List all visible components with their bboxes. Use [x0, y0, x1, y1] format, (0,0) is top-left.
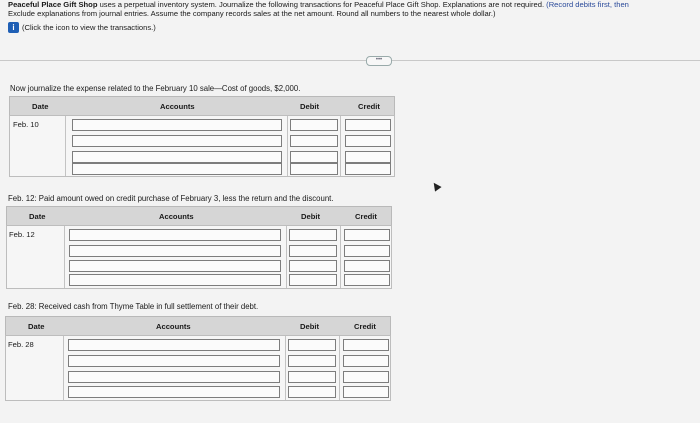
- header-accounts: Accounts: [159, 212, 194, 221]
- debit-input[interactable]: [290, 119, 338, 131]
- credit-input[interactable]: [343, 339, 389, 351]
- column-divider: [339, 336, 340, 400]
- column-divider: [287, 116, 288, 176]
- column-divider: [340, 226, 341, 288]
- view-transactions-text[interactable]: (Click the icon to view the transactions.): [22, 23, 156, 32]
- entry-1-prompt: Now journalize the expense related to the February 10 sale—Cost of goods, $2,000.: [10, 84, 301, 93]
- header-credit: Credit: [354, 322, 376, 331]
- instructions: [8, 0, 698, 18]
- column-divider: [340, 116, 341, 176]
- debit-input[interactable]: [289, 274, 337, 286]
- account-input[interactable]: [72, 163, 282, 175]
- credit-input[interactable]: [345, 135, 391, 147]
- account-input[interactable]: [72, 151, 282, 163]
- table-body: [5, 335, 391, 401]
- account-input[interactable]: [68, 386, 280, 398]
- header-accounts: Accounts: [156, 322, 191, 331]
- debit-input[interactable]: [288, 386, 336, 398]
- account-input[interactable]: [68, 339, 280, 351]
- account-input[interactable]: [68, 371, 280, 383]
- header-debit: Debit: [301, 212, 320, 221]
- table-header: [6, 206, 392, 226]
- credit-input[interactable]: [343, 355, 389, 367]
- header-date: Date: [28, 322, 45, 331]
- debit-input[interactable]: [290, 151, 338, 163]
- column-divider: [286, 226, 287, 288]
- entry-date: Feb. 10: [13, 120, 39, 129]
- debit-input[interactable]: [289, 260, 337, 272]
- account-input[interactable]: [68, 355, 280, 367]
- view-transactions-link[interactable]: [8, 22, 156, 33]
- expand-button[interactable]: •••: [366, 56, 392, 66]
- credit-input[interactable]: [345, 163, 391, 175]
- credit-input[interactable]: [344, 229, 390, 241]
- entry-2-prompt: Feb. 12: Paid amount owed on credit purchase of February 3, less the return and the discount.: [8, 194, 334, 203]
- column-divider: [63, 336, 64, 400]
- entry-3-prompt: Feb. 28: Received cash from Thyme Table in full settlement of their debt.: [8, 302, 259, 311]
- column-divider: [285, 336, 286, 400]
- header-accounts: Accounts: [160, 102, 195, 111]
- table-body: [9, 115, 395, 177]
- table-header: [9, 96, 395, 116]
- company-name: Peaceful Place Gift Shop: [8, 0, 98, 9]
- credit-input[interactable]: [344, 260, 390, 272]
- instructions-text: uses a perpetual inventory system. Journalize the following transactions for Peaceful Place Gift Shop. Explanations are not required.: [97, 0, 545, 9]
- account-input[interactable]: [72, 119, 282, 131]
- credit-input[interactable]: [344, 245, 390, 257]
- header-debit: Debit: [300, 322, 319, 331]
- debit-input[interactable]: [288, 339, 336, 351]
- table-header: [5, 316, 391, 336]
- debit-input[interactable]: [290, 163, 338, 175]
- column-divider: [65, 116, 66, 176]
- instructions-line-2: Exclude explanations from journal entries. Assume the company records sales at the net amount. Round all numbers to the nearest whole dollar.): [8, 9, 496, 19]
- account-input[interactable]: [72, 135, 282, 147]
- info-icon[interactable]: i: [8, 22, 19, 33]
- header-date: Date: [32, 102, 49, 111]
- table-body: [6, 225, 392, 289]
- account-input[interactable]: [69, 245, 281, 257]
- account-input[interactable]: [69, 274, 281, 286]
- entry-date: Feb. 28: [8, 340, 34, 349]
- entry-date: Feb. 12: [9, 230, 35, 239]
- mouse-cursor: [430, 180, 441, 191]
- instructions-note: (Record debits first, then: [544, 0, 629, 9]
- header-credit: Credit: [358, 102, 380, 111]
- credit-input[interactable]: [345, 119, 391, 131]
- debit-input[interactable]: [290, 135, 338, 147]
- divider: [0, 60, 700, 61]
- debit-input[interactable]: [289, 229, 337, 241]
- account-input[interactable]: [69, 260, 281, 272]
- header-credit: Credit: [355, 212, 377, 221]
- debit-input[interactable]: [288, 355, 336, 367]
- credit-input[interactable]: [345, 151, 391, 163]
- credit-input[interactable]: [344, 274, 390, 286]
- credit-input[interactable]: [343, 371, 389, 383]
- account-input[interactable]: [69, 229, 281, 241]
- credit-input[interactable]: [343, 386, 389, 398]
- column-divider: [64, 226, 65, 288]
- header-debit: Debit: [300, 102, 319, 111]
- debit-input[interactable]: [289, 245, 337, 257]
- debit-input[interactable]: [288, 371, 336, 383]
- header-date: Date: [29, 212, 46, 221]
